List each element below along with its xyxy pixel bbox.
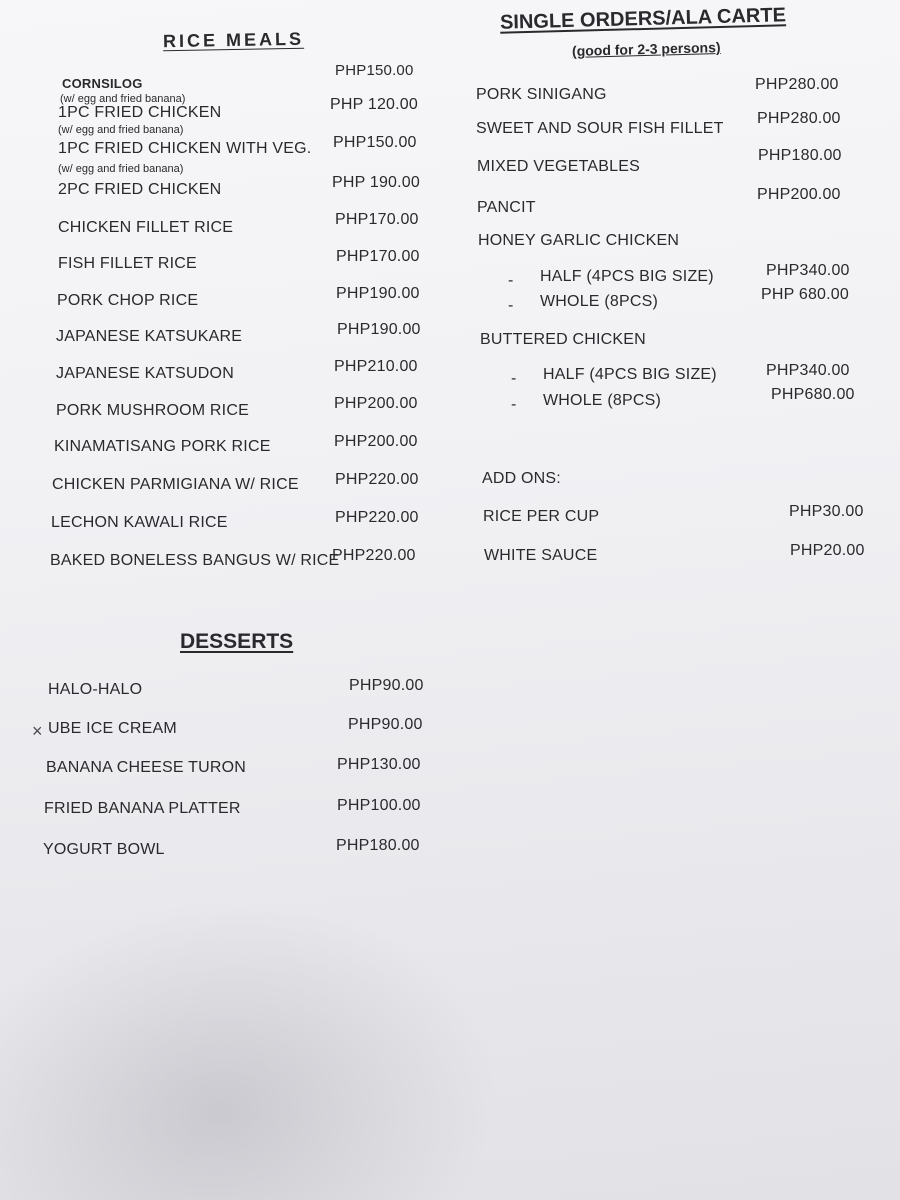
add-on-name: WHITE SAUCE [484,547,598,564]
add-ons-heading: ADD ONS: [482,470,561,487]
desserts-heading: DESSERTS [180,630,294,653]
list-dash: - [508,272,514,289]
dessert-price: PHP130.00 [337,756,421,773]
rice-meal-price: PHP190.00 [336,285,420,302]
rice-meal-name: FISH FILLET RICE [58,255,197,272]
rice-meal-price: PHP220.00 [332,547,416,564]
rice-meal-price: PHP150.00 [335,62,414,79]
single-orders-heading: SINGLE ORDERS/ALA CARTE [499,4,787,34]
dessert-name: YOGURT BOWL [43,841,165,858]
rice-meal-note: (w/ egg and fried banana) [58,163,184,175]
single-order-name: SWEET AND SOUR FISH FILLET [476,120,724,137]
single-order-name: WHOLE (8PCS) [540,293,658,310]
dessert-name: HALO-HALO [48,681,143,698]
rice-meal-price: PHP190.00 [337,321,421,338]
rice-meal-price: PHP210.00 [334,358,418,375]
rice-meal-name: JAPANESE KATSUKARE [56,328,243,345]
single-order-name: HONEY GARLIC CHICKEN [478,232,680,249]
list-dash: - [511,396,517,413]
single-order-price: PHP680.00 [771,386,855,403]
single-order-name: HALF (4PCS BIG SIZE) [543,366,717,383]
rice-meal-price: PHP200.00 [334,433,418,450]
list-dash: - [511,370,517,387]
single-order-name: BUTTERED CHICKEN [480,331,646,348]
add-on-price: PHP20.00 [790,542,865,559]
handwritten-x-mark: × [32,721,43,741]
rice-meal-name: JAPANESE KATSUDON [56,365,234,382]
add-on-price: PHP30.00 [789,503,864,520]
rice-meal-name: LECHON KAWALI RICE [51,514,228,531]
rice-meal-price: PHP 190.00 [332,174,420,191]
dessert-price: PHP180.00 [336,837,420,854]
rice-meal-price: PHP170.00 [335,211,419,228]
rice-meals-heading: RICE MEALS [162,28,305,52]
rice-meal-price: PHP170.00 [336,248,420,265]
single-order-name: MIXED VEGETABLES [477,158,640,175]
single-order-price: PHP340.00 [766,262,850,279]
single-order-price: PHP200.00 [757,186,841,203]
rice-meal-name: CHICKEN FILLET RICE [58,219,234,236]
dessert-name: BANANA CHEESE TURON [46,759,246,776]
rice-meal-price: PHP150.00 [333,134,417,151]
single-order-price: PHP280.00 [757,110,841,127]
rice-meal-name: 1PC FRIED CHICKEN WITH VEG. [58,140,312,157]
single-order-price: PHP280.00 [755,76,839,93]
rice-meal-note: (w/ egg and fried banana) [58,124,184,136]
rice-meal-name: PORK MUSHROOM RICE [56,402,249,419]
rice-meal-name: 1PC FRIED CHICKEN [58,104,222,121]
rice-meal-name: CORNSILOG [62,76,143,91]
rice-meal-name: 2PC FRIED CHICKEN [58,181,222,198]
single-order-name: HALF (4PCS BIG SIZE) [540,268,714,285]
dessert-name: FRIED BANANA PLATTER [44,800,241,817]
rice-meal-name: KINAMATISANG PORK RICE [54,438,271,455]
add-on-name: RICE PER CUP [483,508,600,525]
rice-meal-price: PHP220.00 [335,471,419,488]
single-order-price: PHP340.00 [766,362,850,379]
rice-meal-price: PHP220.00 [335,509,419,526]
single-order-price: PHP 680.00 [761,286,849,303]
rice-meal-name: PORK CHOP RICE [57,292,199,309]
rice-meal-name: CHICKEN PARMIGIANA W/ RICE [52,476,299,493]
single-order-price: PHP180.00 [758,147,842,164]
dessert-price: PHP100.00 [337,797,421,814]
list-dash: - [508,297,514,314]
rice-meal-price: PHP200.00 [334,395,418,412]
rice-meal-price: PHP 120.00 [330,96,418,113]
dessert-name: UBE ICE CREAM [48,720,177,737]
paper-shadow [0,863,527,1200]
single-order-name: WHOLE (8PCS) [543,392,661,409]
single-order-name: PORK SINIGANG [476,86,607,103]
rice-meal-name: BAKED BONELESS BANGUS W/ RICE [50,552,340,569]
dessert-price: PHP90.00 [349,677,424,694]
single-order-name: PANCIT [477,199,536,216]
single-orders-subheading: (good for 2-3 persons) [571,39,721,59]
rice-meal-note: (w/ egg and fried banana) [60,93,186,105]
dessert-price: PHP90.00 [348,716,423,733]
